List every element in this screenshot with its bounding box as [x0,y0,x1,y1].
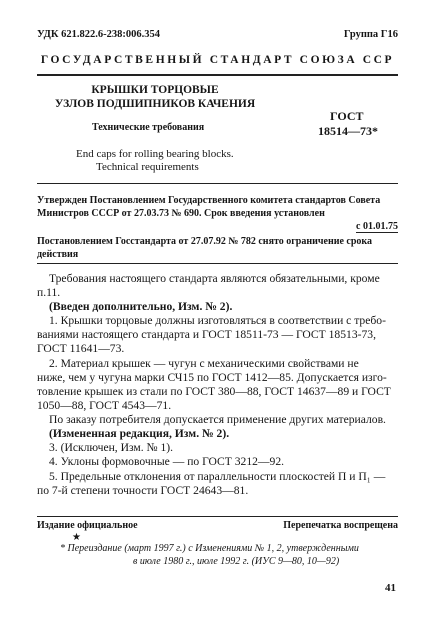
title-english-1: End caps for rolling bearing blocks. [76,148,234,160]
gost-number: 18514—73* [318,124,378,138]
clause-1-line-1: 1. Крышки торцовые должны изготовляться в соответствии с требо- [49,314,386,327]
clause-1-line-3: ГОСТ 11641—73. [37,342,125,355]
body-intro-note: (Введен дополнительно, Изм. № 2). [49,300,233,313]
clause-2-line-1: 2. Материал крышек — чугун с механическими свойствами не [49,357,359,370]
approval-line-2: Министров СССР от 27.03.73 № 690. Срок введения установлен [37,208,325,219]
approval-line-4: действия [37,249,79,260]
official-edition: Издание официальное [37,520,138,531]
title-subtitle: Технические требования [92,122,205,133]
approval-line-3: Постановлением Госстандарта от 27.07.92 № 782 снято ограничение срока [37,236,373,247]
body-intro-line-2: п.11. [37,286,61,299]
page-number: 41 [385,582,396,594]
title-rule [37,183,398,184]
clause-2-line-5: По заказу потребителя допускается применение других материалов. [49,413,386,426]
reissue-note-line-1: * Переиздание (март 1997 г.) с Изменениями № 1, 2, утвержденными [60,543,359,554]
clause-2-line-2: ниже, чем у чугуна марки СЧ15 по ГОСТ 1412—85. Допускается изго- [37,371,387,384]
approval-line-1: Утвержден Постановлением Государственного комитета стандартов Совета [37,195,381,206]
clause-2-line-4: 1050—88, ГОСТ 4543—71. [37,399,172,412]
star-mark: ★ [72,532,81,543]
clause-4: 4. Уклоны формовочные — по ГОСТ 3212—92. [49,455,285,468]
footer-rule [37,516,398,517]
clause-2-note: (Измененная редакция, Изм. № 2). [49,427,230,440]
standard-banner: ГОСУДАРСТВЕННЫЙ СТАНДАРТ СОЮЗА ССР [40,54,395,66]
title-english-2: Technical requirements [96,161,199,173]
udk-code: УДК 621.822.6-238:006.354 [37,29,160,40]
clause-3: 3. (Исключен, Изм. № 1). [49,441,174,454]
title-line-2: УЗЛОВ ПОДШИПНИКОВ КАЧЕНИЯ [54,98,256,110]
gost-label: ГОСТ [330,109,364,123]
group-code: Группа Г16 [343,29,398,40]
header-rule [37,74,398,76]
reissue-note-line-2: в июле 1980 г., июле 1992 г. (ИУС 9—80, 10—92) [133,556,340,567]
clause-5-line-2: по 7-й степени точности ГОСТ 24643—81. [37,484,249,497]
clause-5-line-1: 5. Предельные отклонения от параллельности плоскостей П и П₁ — [49,470,386,483]
reprint-prohibited: Перепечатка воспрещена [283,520,398,531]
introduction-date: с 01.01.75 [356,221,398,232]
title-line-1: КРЫШКИ ТОРЦОВЫЕ [91,84,219,96]
approval-rule [37,263,398,264]
clause-1-line-2: ваниями настоящего стандарта и ГОСТ 18511-73 — ГОСТ 18513-73, [37,328,376,341]
clause-2-line-3: товление крышек из стали по ГОСТ 380—88, ГОСТ 14637—89 и ГОСТ [37,385,391,398]
body-intro-line-1: Требования настоящего стандарта являются обязательными, кроме [49,272,380,285]
